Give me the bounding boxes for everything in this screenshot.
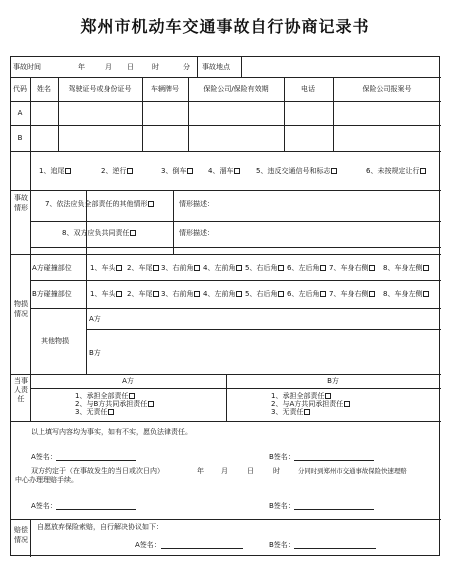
liability-a-header: A方 (122, 377, 134, 385)
other-damage-b: B方 (89, 349, 101, 357)
checkbox[interactable] (187, 168, 193, 174)
b-part-6: 6、左后角 (287, 290, 326, 299)
a-part-1: 1、车头 (90, 264, 122, 273)
checkbox[interactable] (65, 168, 71, 174)
minute-label: 分 (183, 63, 190, 71)
liability-b-opt-3: 3、无责任 (271, 408, 310, 417)
situation-item-2: 2、逆行 (101, 167, 133, 176)
checkbox[interactable] (325, 393, 331, 399)
situation-item-3: 3、倒车 (161, 167, 193, 176)
checkbox[interactable] (344, 401, 350, 407)
liability-b-header: B方 (327, 377, 339, 385)
agreement-line2: 中心办理理赔手续。 (15, 476, 78, 484)
a-part-7: 7、车身右侧 (329, 264, 375, 273)
time-label: 事故时间 (13, 63, 41, 71)
agreement-hour: 时 (273, 467, 280, 475)
situation-label: 事故情形 (14, 194, 28, 212)
situation-item-8: 8、双方应负共同责任 (62, 229, 136, 238)
damage-label: 物损情况 (14, 300, 28, 318)
checkbox[interactable] (194, 265, 200, 271)
col-code: 代码 (13, 85, 27, 93)
checkbox[interactable] (320, 291, 326, 297)
a-sign-label-1: A签名： (31, 453, 57, 461)
a-part-5: 5、右后角 (245, 264, 284, 273)
a-part-3: 3、右前角 (161, 264, 200, 273)
liability-label: 当事人责任 (14, 377, 28, 403)
checkbox[interactable] (423, 291, 429, 297)
hour-label: 时 (152, 63, 159, 71)
checkbox[interactable] (369, 265, 375, 271)
col-insurer: 保险公司/保险有效期 (203, 85, 269, 93)
other-damage-label: 其他物损 (41, 337, 69, 345)
situation-desc-label-1: 情形描述： (179, 200, 214, 208)
situation-item-7: 7、依法应负全部责任的其他情形 (45, 200, 154, 209)
b-sign-label-1: B签名： (269, 453, 295, 461)
a-sign-line-1[interactable] (56, 460, 136, 461)
a-sign-line-2[interactable] (56, 509, 136, 510)
checkbox[interactable] (420, 168, 426, 174)
b-impact-label: B方碰撞部位 (32, 290, 72, 298)
checkbox[interactable] (320, 265, 326, 271)
checkbox[interactable] (127, 168, 133, 174)
col-plate: 车辆牌号 (151, 85, 179, 93)
checkbox[interactable] (194, 291, 200, 297)
a-part-4: 4、左前角 (203, 264, 242, 273)
col-name: 姓名 (37, 85, 51, 93)
compensation-text: 自愿放弃保险索赔，自行解决协议如下： (37, 523, 163, 531)
other-damage-a: A方 (89, 315, 101, 323)
checkbox[interactable] (278, 265, 284, 271)
checkbox[interactable] (278, 291, 284, 297)
agreement-day: 日 (247, 467, 254, 475)
b-part-7: 7、车身右侧 (329, 290, 375, 299)
situation-item-4: 4、溜车 (208, 167, 240, 176)
checkbox[interactable] (116, 265, 122, 271)
col-license: 驾驶证号或身份证号 (68, 85, 132, 93)
b-part-3: 3、右前角 (161, 290, 200, 299)
liability-a-opt-3: 3、无责任 (75, 408, 114, 417)
b-part-8: 8、车身左侧 (383, 290, 429, 299)
b-sign-label-2: B签名： (269, 502, 295, 510)
year-label: 年 (78, 63, 85, 71)
a-part-2: 2、车尾 (127, 264, 159, 273)
checkbox[interactable] (236, 291, 242, 297)
checkbox[interactable] (153, 265, 159, 271)
a-part-6: 6、左后角 (287, 264, 326, 273)
b-part-5: 5、右后角 (245, 290, 284, 299)
checkbox[interactable] (148, 201, 154, 207)
b-part-2: 2、车尾 (127, 290, 159, 299)
party-a-code: A (17, 109, 23, 117)
b-part-1: 1、车头 (90, 290, 122, 299)
b-sign-line-1[interactable] (294, 460, 374, 461)
checkbox[interactable] (148, 401, 154, 407)
situation-item-1: 1、追尾 (39, 167, 71, 176)
compensation-label: 赔偿情况 (14, 526, 28, 544)
month-label: 月 (105, 63, 112, 71)
agreement-line1-end: 分同时到郑州市交通事故保险快速理赔 (298, 467, 407, 475)
a-sign-label-2: A签名： (31, 502, 57, 510)
liability-b-opt-2: 2、与A方共同承担责任 (271, 400, 350, 409)
b-sign-line-3[interactable] (294, 548, 376, 549)
checkbox[interactable] (108, 409, 114, 415)
place-label: 事故地点 (202, 63, 230, 71)
col-report-no: 保险公司报案号 (362, 85, 412, 93)
checkbox[interactable] (423, 265, 429, 271)
situation-item-5: 5、违反交通信号和标志 (256, 167, 337, 176)
day-label: 日 (127, 63, 134, 71)
declaration-text: 以上填写内容均为事实，如有不实，愿负法律责任。 (31, 428, 192, 436)
checkbox[interactable] (130, 230, 136, 236)
a-sign-label-3: A签名： (135, 541, 161, 549)
form-title: 郑州市机动车交通事故自行协商记录书 (80, 17, 370, 36)
col-phone: 电话 (301, 85, 315, 93)
situation-desc-label-2: 情形描述： (179, 229, 214, 237)
a-sign-line-3[interactable] (161, 548, 243, 549)
liability-a-opt-2: 2、与B方共同承担责任 (75, 400, 154, 409)
liability-b-opt-1: 1、承担全部责任 (271, 392, 331, 401)
checkbox[interactable] (234, 168, 240, 174)
situation-item-6: 6、未按规定让行 (366, 167, 426, 176)
agreement-month: 月 (221, 467, 228, 475)
checkbox[interactable] (153, 291, 159, 297)
agreement-line1-start: 双方约定于（在事故发生的当日或次日内） (31, 467, 164, 475)
party-b-code: B (17, 134, 23, 142)
a-part-8: 8、车身左侧 (383, 264, 429, 273)
checkbox[interactable] (369, 291, 375, 297)
checkbox[interactable] (129, 393, 135, 399)
liability-a-opt-1: 1、承担全部责任 (75, 392, 135, 401)
record-form (10, 56, 440, 556)
checkbox[interactable] (304, 409, 310, 415)
b-sign-line-2[interactable] (294, 509, 374, 510)
b-part-4: 4、左前角 (203, 290, 242, 299)
checkbox[interactable] (331, 168, 337, 174)
a-impact-label: A方碰撞部位 (32, 264, 72, 272)
checkbox[interactable] (116, 291, 122, 297)
checkbox[interactable] (236, 265, 242, 271)
agreement-year: 年 (197, 467, 204, 475)
b-sign-label-3: B签名： (269, 541, 295, 549)
